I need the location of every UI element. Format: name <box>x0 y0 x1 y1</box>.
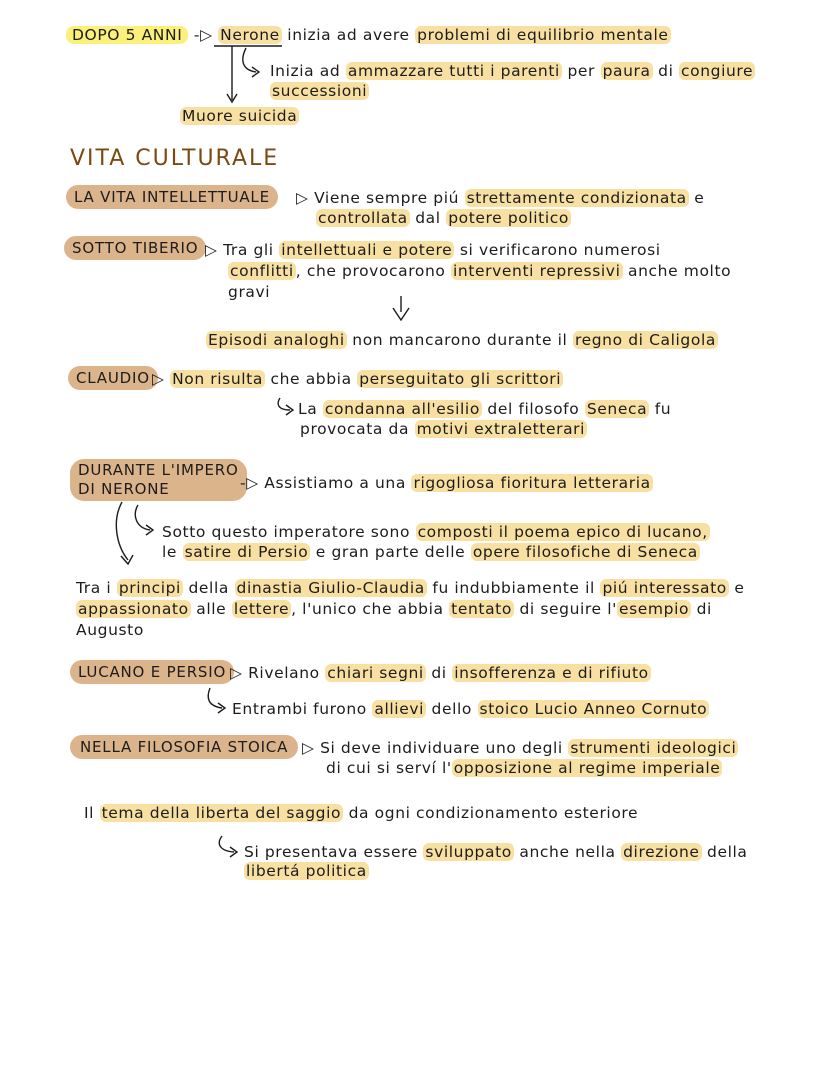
highlight: Non risulta <box>172 370 263 388</box>
tiberio-line4 <box>206 330 718 350</box>
nerone-line1 <box>240 473 653 493</box>
text: dello <box>426 700 478 718</box>
highlight: composti il poema epico di lucano, <box>417 523 708 541</box>
highlight: opere filosofiche di Seneca <box>472 543 698 561</box>
highlight: regno di Caligola <box>574 331 716 349</box>
text: La <box>298 400 323 418</box>
highlight: paura <box>602 62 651 80</box>
stoica-para2 <box>244 842 748 862</box>
highlight: satire di Persio <box>184 543 309 561</box>
claudio-line1 <box>152 369 563 389</box>
arrow-icon: ▷ <box>205 241 218 259</box>
tag-vita-intellettuale: LA VITA INTELLETTUALE <box>66 185 278 209</box>
vita-line2 <box>316 208 571 228</box>
highlight: strumenti ideologici <box>570 739 737 757</box>
text: e <box>728 579 745 597</box>
arrow-icon: ▷ <box>296 189 309 207</box>
highlight: rigogliosa fioritura letteraria <box>413 474 651 492</box>
highlight: successioni <box>272 82 368 100</box>
text: dal <box>409 209 447 227</box>
tag-dopo-5-anni: DOPO 5 ANNI <box>66 26 188 44</box>
text: fu <box>649 400 672 418</box>
nerone-para1 <box>76 578 745 598</box>
stoica-line2 <box>326 758 722 778</box>
highlight: tema della liberta del saggio <box>101 804 342 822</box>
highlight: problemi di equilibrio mentale <box>417 26 669 44</box>
arrow-icon: -▷ <box>240 474 259 492</box>
tiberio-line2 <box>228 261 731 281</box>
stoica-para1 <box>84 803 638 823</box>
highlight: chiari segni <box>327 664 424 682</box>
tag-claudio: CLAUDIO <box>68 366 158 390</box>
text: della <box>182 579 235 597</box>
highlight: piú interessato <box>602 579 727 597</box>
text: si verificarono numerosi <box>454 241 661 259</box>
text: inizia ad avere <box>281 26 416 44</box>
highlight: appassionato <box>78 600 189 618</box>
text: di <box>425 664 453 682</box>
claudio-line3 <box>300 419 587 439</box>
text: provocata da <box>300 420 415 438</box>
sub-line <box>270 61 755 81</box>
highlight: insofferenza e di rifiuto <box>454 664 649 682</box>
highlight: allievi <box>374 700 425 718</box>
text: Inizia ad <box>270 62 346 80</box>
highlight: conflitti <box>230 262 294 280</box>
stoica-para3 <box>244 861 369 881</box>
sub-line <box>270 81 369 101</box>
text: della <box>701 843 748 861</box>
arrow-icon: ▷ <box>230 664 243 682</box>
text: per <box>561 62 601 80</box>
text: e gran parte delle <box>310 543 471 561</box>
text: di seguire l' <box>513 600 617 618</box>
highlight: dinastia Giulio-Claudia <box>236 579 425 597</box>
arrow-icon: ▷ <box>152 370 165 388</box>
text: Rivelano <box>248 664 326 682</box>
text: anche molto <box>622 262 732 280</box>
highlight: Episodi analoghi <box>208 331 345 349</box>
text: di cui si serví l' <box>326 759 452 777</box>
stoica-line1 <box>302 738 738 758</box>
highlight: Seneca <box>586 400 648 418</box>
highlight: motivi extraletterari <box>416 420 586 438</box>
page-title: VITA CULTURALE <box>70 146 280 171</box>
highlight: interventi repressivi <box>453 262 621 280</box>
vita-line1 <box>296 188 704 208</box>
text: da ogni condizionamento esteriore <box>343 804 639 822</box>
highlight: perseguitato gli scrittori <box>359 370 562 388</box>
highlight: strettamente condizionata <box>466 189 687 207</box>
highlight: congiure <box>681 62 754 80</box>
highlight: ammazzare tutti i parenti <box>347 62 560 80</box>
highlight: controllata <box>318 209 408 227</box>
section-dopo-5-anni <box>66 25 671 45</box>
text: e <box>688 189 705 207</box>
text: alle <box>190 600 232 618</box>
nerone-line2 <box>162 522 710 542</box>
text: , l'unico che abbia <box>291 600 450 618</box>
highlight: libertá politica <box>246 862 367 880</box>
text: del filosofo <box>481 400 585 418</box>
tag-lucano-persio: LUCANO E PERSIO <box>70 660 234 684</box>
nerone-line3 <box>162 542 700 562</box>
highlight: sviluppato <box>425 843 512 861</box>
highlight-nerone: Nerone <box>220 26 280 44</box>
text: Tra i <box>76 579 117 597</box>
highlight: stoico Lucio Anneo Cornuto <box>479 700 708 718</box>
highlight: opposizione al regime imperiale <box>453 759 721 777</box>
text: Si deve individuare uno degli <box>320 739 569 757</box>
text: anche nella <box>513 843 622 861</box>
highlight: Muore suicida <box>182 107 298 125</box>
highlight: esempio <box>618 600 690 618</box>
highlight: direzione <box>623 843 700 861</box>
claudio-line2 <box>298 399 671 419</box>
tiberio-line3: gravi <box>228 283 271 301</box>
text: fu indubbiamente il <box>426 579 601 597</box>
highlight: potere politico <box>448 209 569 227</box>
tag-line: DURANTE L'IMPERO <box>78 461 239 479</box>
highlight: principi <box>118 579 181 597</box>
text: Si presentava essere <box>244 843 424 861</box>
tag-filosofia-stoica: NELLA FILOSOFIA STOICA <box>70 735 298 759</box>
arrow-icon: ▷ <box>302 739 315 757</box>
nerone-para3: Augusto <box>76 621 144 639</box>
tag-sotto-tiberio: SOTTO TIBERIO <box>64 236 206 260</box>
tag-durante-impero-nerone <box>70 459 247 501</box>
highlight: condanna all'esilio <box>324 400 480 418</box>
arrow-icon: -▷ <box>193 26 213 44</box>
text: Sotto questo imperatore sono <box>162 523 416 541</box>
text: le <box>162 543 183 561</box>
highlight: tentato <box>451 600 512 618</box>
text: , che provocarono <box>295 262 452 280</box>
lucano-line1 <box>230 663 651 683</box>
text: Tra gli <box>223 241 280 259</box>
text: di <box>652 62 680 80</box>
nerone-para2 <box>76 599 712 619</box>
highlight: intellettuali e potere <box>281 241 453 259</box>
text: non mancarono durante il <box>346 331 573 349</box>
text: Assistiamo a una <box>264 474 412 492</box>
muore-suicida <box>180 106 299 126</box>
lucano-line2 <box>232 699 709 719</box>
highlight: lettere <box>233 600 290 618</box>
text: Il <box>84 804 100 822</box>
text: che abbia <box>264 370 358 388</box>
text: Viene sempre piú <box>314 189 465 207</box>
text: Entrambi furono <box>232 700 373 718</box>
tiberio-line1 <box>205 240 661 260</box>
tag-line: DI NERONE <box>78 480 170 498</box>
text: di <box>691 600 712 618</box>
